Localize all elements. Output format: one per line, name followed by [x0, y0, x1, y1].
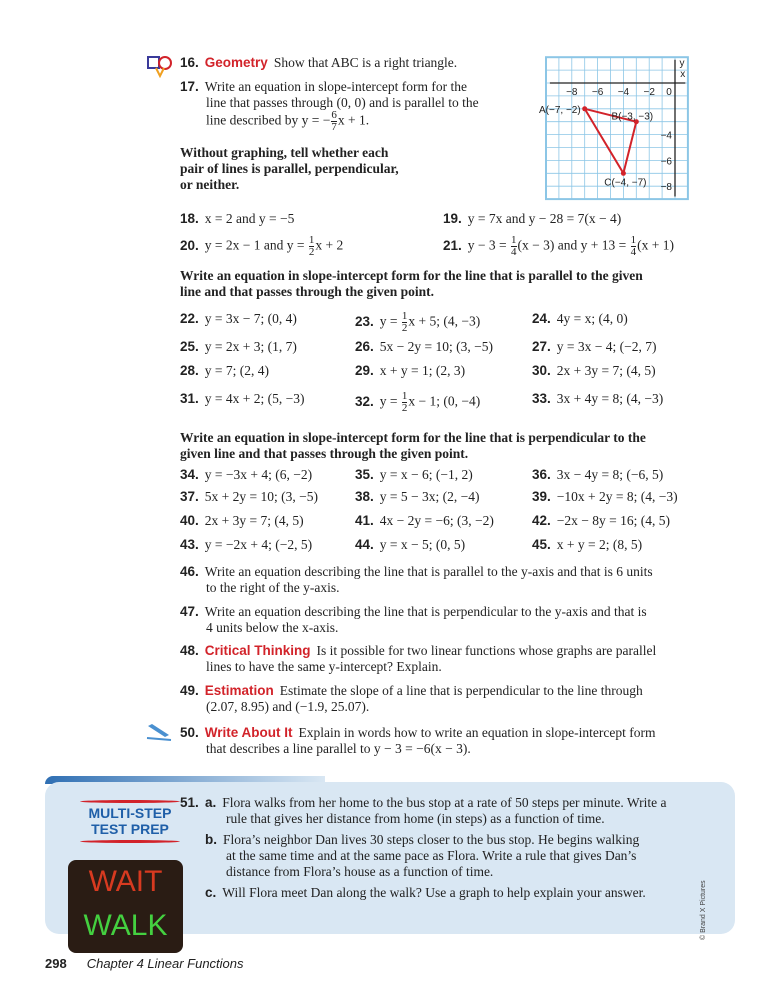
instructions: pair of lines is parallel, perpendicular,	[180, 161, 399, 176]
problem-17-line: line that passes through (0, 0) and is parallel to the	[206, 95, 479, 110]
vertex-point	[621, 171, 626, 176]
problem-48-line: lines to have the same y-intercept? Explain.	[206, 659, 442, 674]
problem-number: 25.	[180, 339, 199, 354]
problem-item: 29. x + y = 1; (2, 3)	[355, 363, 466, 378]
problem-number: 23.	[355, 313, 374, 329]
x-axis-label: x	[680, 69, 686, 80]
footer	[45, 956, 244, 971]
problem-51-a: rule that gives her distance from home (in steps) as a function of time.	[226, 811, 605, 826]
x-tick-label: −8	[566, 87, 578, 98]
x-tick-label: −2	[643, 87, 655, 98]
problem-number: 29.	[355, 363, 374, 378]
y-tick-label: −4	[660, 130, 672, 142]
problem-48: 48. Critical Thinking Is it possible for two linear functions whose graphs are parallel	[180, 643, 657, 658]
pencil-icon	[145, 722, 175, 742]
vertex-label: B(−3, −3)	[611, 111, 654, 123]
instructions: Without graphing, tell whether each	[180, 145, 389, 160]
problem-item: 32. y = $\frac{1}{2}$ x − 1; (0, −4)	[355, 390, 481, 414]
problem-number: 41.	[355, 513, 374, 528]
page-number: 298	[45, 956, 67, 971]
problem-number: 42.	[532, 513, 551, 528]
problem-item: 38. y = 5 − 3x; (2, −4)	[355, 489, 480, 504]
problem-number: 40.	[180, 513, 199, 528]
problem-18: 18. x = 2 and y = −5	[180, 211, 295, 226]
problem-50-line: that describes a line parallel to y − 3 = −6(x − 3).	[206, 741, 471, 756]
problem-item: 40. 2x + 3y = 7; (4, 5)	[180, 513, 304, 528]
problem-51: 51.	[180, 795, 199, 810]
multi-step-test-prep-badge: MULTI-STEP TEST PREP	[70, 800, 190, 843]
problem-number: 37.	[180, 489, 199, 504]
problem-19: 19. y = 7x and y − 28 = 7(x − 4)	[443, 211, 622, 226]
problem-number: 33.	[532, 391, 551, 406]
problem-number: 34.	[180, 467, 199, 482]
problem-number: 26.	[355, 339, 374, 354]
problem-item: 23. y = $\frac{1}{2}$ x + 5; (4, −3)	[355, 310, 481, 334]
problem-item: 43. y = −2x + 4; (−2, 5)	[180, 537, 313, 552]
problem-49-line: (2.07, 8.95) and (−1.9, 25.07).	[206, 699, 370, 714]
problem-number: 28.	[180, 363, 199, 378]
problem-47: 47. Write an equation describing the line that is perpendicular to the y-axis and that is	[180, 604, 647, 619]
problem-item: 30. 2x + 3y = 7; (4, 5)	[532, 363, 656, 378]
problem-51-b: at the same time and at the same pace as Flora. Write a rule that gives Dan’s	[226, 848, 637, 863]
y-axis-label: y	[679, 58, 685, 70]
problem-item: 42. −2x − 8y = 16; (4, 5)	[532, 513, 670, 528]
problem-item: 33. 3x + 4y = 8; (4, −3)	[532, 391, 664, 406]
problem-item: 25. y = 2x + 3; (1, 7)	[180, 339, 297, 354]
problem-17: 17. Write an equation in slope-intercept form for the	[180, 79, 468, 94]
problem-item: 37. 5x + 2y = 10; (3, −5)	[180, 489, 318, 504]
problem-number: 22.	[180, 311, 199, 326]
problem-item: 26. 5x − 2y = 10; (3, −5)	[355, 339, 493, 354]
problem-16: 16. Geometry Show that ABC is a right triangle.	[180, 55, 458, 70]
problem-item: 31. y = 4x + 2; (5, −3)	[180, 391, 305, 406]
problem-20: 20. y = 2x − 1 and y = $\frac{1}{2}$ x + 2	[180, 234, 344, 258]
problem-51-c: c. Will Flora meet Dan along the walk? Use a graph to help explain your answer.	[205, 885, 646, 900]
x-tick-label: 0	[666, 87, 672, 98]
problem-item: 35. y = x − 6; (−1, 2)	[355, 467, 473, 482]
vertex-point	[582, 106, 587, 111]
wait-walk-sign-image: WAIT WALK	[68, 860, 183, 953]
problem-item: 24. 4y = x; (4, 0)	[532, 311, 628, 326]
vertex-label: C(−4, −7)	[604, 177, 647, 189]
problem-17-line: line described by y = − $\frac{6}{7}$ x + 1.	[206, 109, 370, 133]
coordinate-graph	[530, 50, 710, 210]
instructions: or neither.	[180, 177, 240, 192]
instructions: Write an equation in slope-intercept form for the line that is parallel to the given	[180, 268, 643, 283]
problem-number: 36.	[532, 467, 551, 482]
problem-47-line: 4 units below the x-axis.	[206, 620, 339, 635]
problem-number: 45.	[532, 537, 551, 552]
problem-item: 36. 3x − 4y = 8; (−6, 5)	[532, 467, 664, 482]
instructions: given line and that passes through the given point.	[180, 446, 469, 461]
problem-item: 28. y = 7; (2, 4)	[180, 363, 270, 378]
vertex-label: A(−7, −2)	[538, 104, 581, 116]
problem-item: 41. 4x − 2y = −6; (3, −2)	[355, 513, 494, 528]
y-tick-label: −6	[660, 156, 672, 168]
problem-number: 24.	[532, 311, 551, 326]
problem-46-line: to the right of the y-axis.	[206, 580, 340, 595]
problem-item: 27. y = 3x − 4; (−2, 7)	[532, 339, 657, 354]
problem-item: 44. y = x − 5; (0, 5)	[355, 537, 466, 552]
problem-number: 30.	[532, 363, 551, 378]
problem-number: 39.	[532, 489, 551, 504]
problem-number: 27.	[532, 339, 551, 354]
problem-number: 43.	[180, 537, 199, 552]
problem-number: 38.	[355, 489, 374, 504]
instructions: Write an equation in slope-intercept form for the line that is perpendicular to the	[180, 430, 646, 445]
x-tick-label: −6	[591, 87, 604, 98]
problem-49: 49. Estimation Estimate the slope of a line that is perpendicular to the line through	[180, 683, 643, 698]
problem-item: 39. −10x + 2y = 8; (4, −3)	[532, 489, 678, 504]
problem-51-b: distance from Flora’s house as a function of time.	[226, 864, 494, 879]
problem-21: 21. y − 3 = $\frac{1}{4}$ (x − 3) and y + 13 = $\frac{1}{4}$ (x + 1)	[443, 234, 674, 258]
instructions: line and that passes through the given point.	[180, 284, 435, 299]
problem-46: 46. Write an equation describing the line that is parallel to the y-axis and that is 6 units	[180, 564, 653, 579]
chapter-title: Chapter 4 Linear Functions	[86, 956, 244, 971]
problem-number: 32.	[355, 393, 374, 409]
problem-50: 50. Write About It Explain in words how to write an equation in slope-intercept form	[180, 725, 656, 740]
problem-51-a: a. Flora walks from her home to the bus stop at a rate of 50 steps per minute. Write a	[205, 795, 667, 810]
geometry-icon	[146, 54, 176, 78]
photo-credit: © Brand X Pictures	[700, 880, 707, 940]
problem-51-b: b. Flora’s neighbor Dan lives 30 steps closer to the bus stop. He begins walking	[205, 832, 640, 847]
problem-item: 45. x + y = 2; (8, 5)	[532, 537, 643, 552]
problem-number: 31.	[180, 391, 199, 406]
x-tick-label: −4	[617, 87, 630, 98]
problem-number: 35.	[355, 467, 374, 482]
problem-number: 44.	[355, 537, 374, 552]
problem-item: 34. y = −3x + 4; (6, −2)	[180, 467, 313, 482]
y-tick-label: −8	[660, 182, 672, 194]
problem-item: 22. y = 3x − 7; (0, 4)	[180, 311, 297, 326]
